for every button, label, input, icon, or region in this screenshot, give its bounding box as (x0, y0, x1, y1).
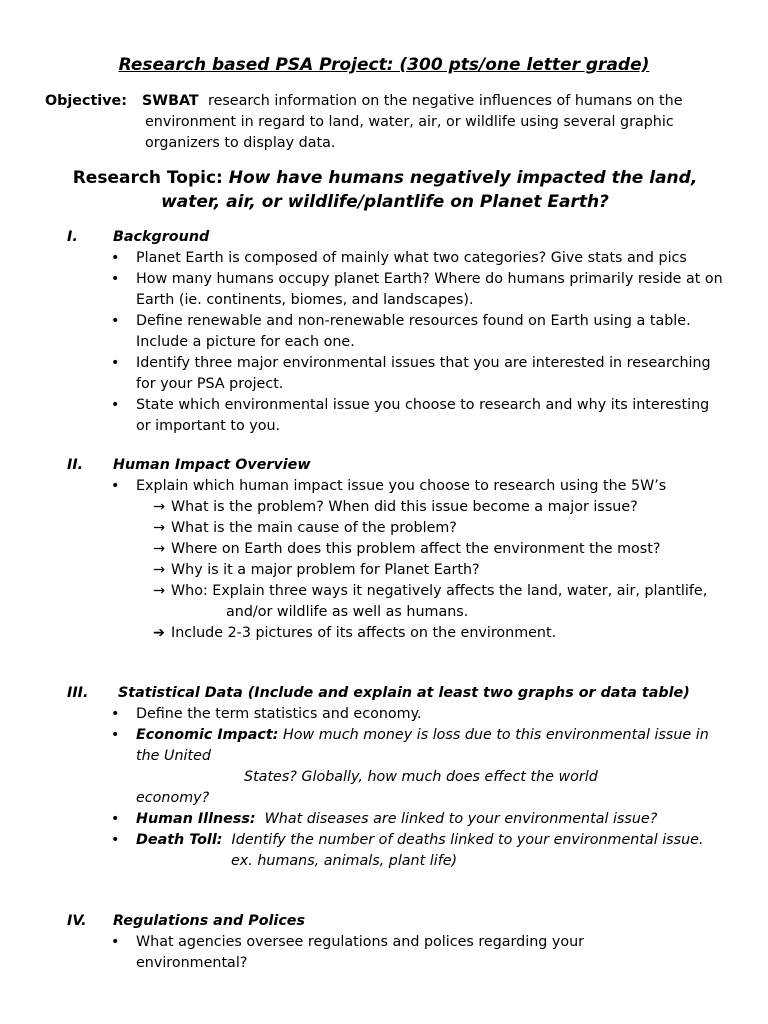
list-item: • State which environmental issue you choose to research and why its interesting or important to you. (111, 397, 710, 434)
list-item: • Explain which human impact issue you choose to research using the 5W’s (111, 476, 726, 497)
list-item: • Death Toll: Identify the number of deaths linked to your environmental issue. (111, 830, 726, 851)
list-item: • How many humans occupy planet Earth? Where do humans primarily reside at on Earth (ie. continents, biomes, and landscapes). (111, 271, 723, 308)
example-line: ex. humans, animals, plant life) (231, 853, 458, 869)
section-number: I. (67, 229, 78, 245)
list-item: • Define the term statistics and economy. (111, 704, 726, 725)
arrow-right-icon: → (153, 499, 165, 515)
section-heading: Statistical Data (Include and explain at least two graphs or data table) (118, 685, 690, 701)
topic-label: Research Topic: (72, 168, 223, 188)
arrow-right-icon: → (153, 520, 165, 536)
bullet-icon: • (111, 271, 120, 287)
arrow-right-icon: → (153, 562, 165, 578)
bullet-icon: • (111, 313, 120, 329)
section-heading: Regulations and Polices (113, 913, 305, 929)
arrow-right-icon: → (153, 583, 165, 599)
section-number: III. (67, 685, 89, 701)
bullet-icon: • (111, 250, 120, 266)
section-heading: Background (113, 229, 210, 245)
section-heading: Human Impact Overview (113, 457, 311, 473)
bullet-icon: • (111, 934, 120, 950)
arrow-item: → Where on Earth does this problem affect the environment the most? (153, 539, 726, 560)
bullet-icon: • (111, 478, 120, 494)
topic-question-line1: How have humans negatively impacted the land, (228, 168, 698, 188)
objective-label: Objective: (45, 93, 127, 109)
list-item: • Human Illness: What diseases are linked to your environmental issue? (111, 809, 726, 830)
arrow-item: → What is the main cause of the problem? (153, 518, 726, 539)
list-item: • Economic Impact: How much money is loss due to this environmental issue in the United (111, 727, 709, 764)
arrow-item: ➔ Include 2-3 pictures of its affects on the environment. (153, 623, 726, 644)
research-topic (55, 166, 715, 214)
arrow-item: → Why is it a major problem for Planet Earth? (153, 560, 726, 581)
section-number: II. (67, 457, 84, 473)
section-number: IV. (67, 913, 87, 929)
arrow-item: → Who: Explain three ways it negatively affects the land, water, air, plantlife, (153, 581, 726, 602)
bullet-icon: • (111, 706, 120, 722)
bullet-icon: • (111, 811, 120, 827)
bold-arrow-right-icon: ➔ (153, 625, 165, 641)
list-item: • Identify three major environmental issues that you are interested in researching for your PSA project. (111, 355, 711, 392)
objective-swbat: SWBAT (142, 93, 199, 109)
continuation-line: States? Globally, how much does effect the world (244, 769, 598, 785)
topic-question-line2: water, air, or wildlife/plantlife on Planet Earth? (161, 192, 609, 212)
bullet-icon: • (111, 727, 120, 743)
list-item: • Define renewable and non-renewable resources found on Earth using a table. Include a picture for each one. (111, 313, 691, 350)
page-title: Research based PSA Project: (300 pts/one letter grade) (118, 55, 650, 75)
continuation-line: economy? (136, 790, 210, 806)
bullet-icon: • (111, 832, 120, 848)
bullet-icon: • (111, 355, 120, 371)
list-item: • What agencies oversee regulations and polices regarding your environmental? (111, 934, 585, 971)
arrow-right-icon: → (153, 541, 165, 557)
objective-text: research information on the negative influences of humans on the environment in regard to land, water, air, or wildlife using several graphic organizers to display data. (145, 93, 683, 151)
bullet-icon: • (111, 397, 120, 413)
list-item: • Planet Earth is composed of mainly what two categories? Give stats and pics (111, 248, 726, 269)
continuation-line: and/or wildlife as well as humans. (226, 604, 469, 620)
arrow-item: → What is the problem? When did this issue become a major issue? (153, 497, 726, 518)
